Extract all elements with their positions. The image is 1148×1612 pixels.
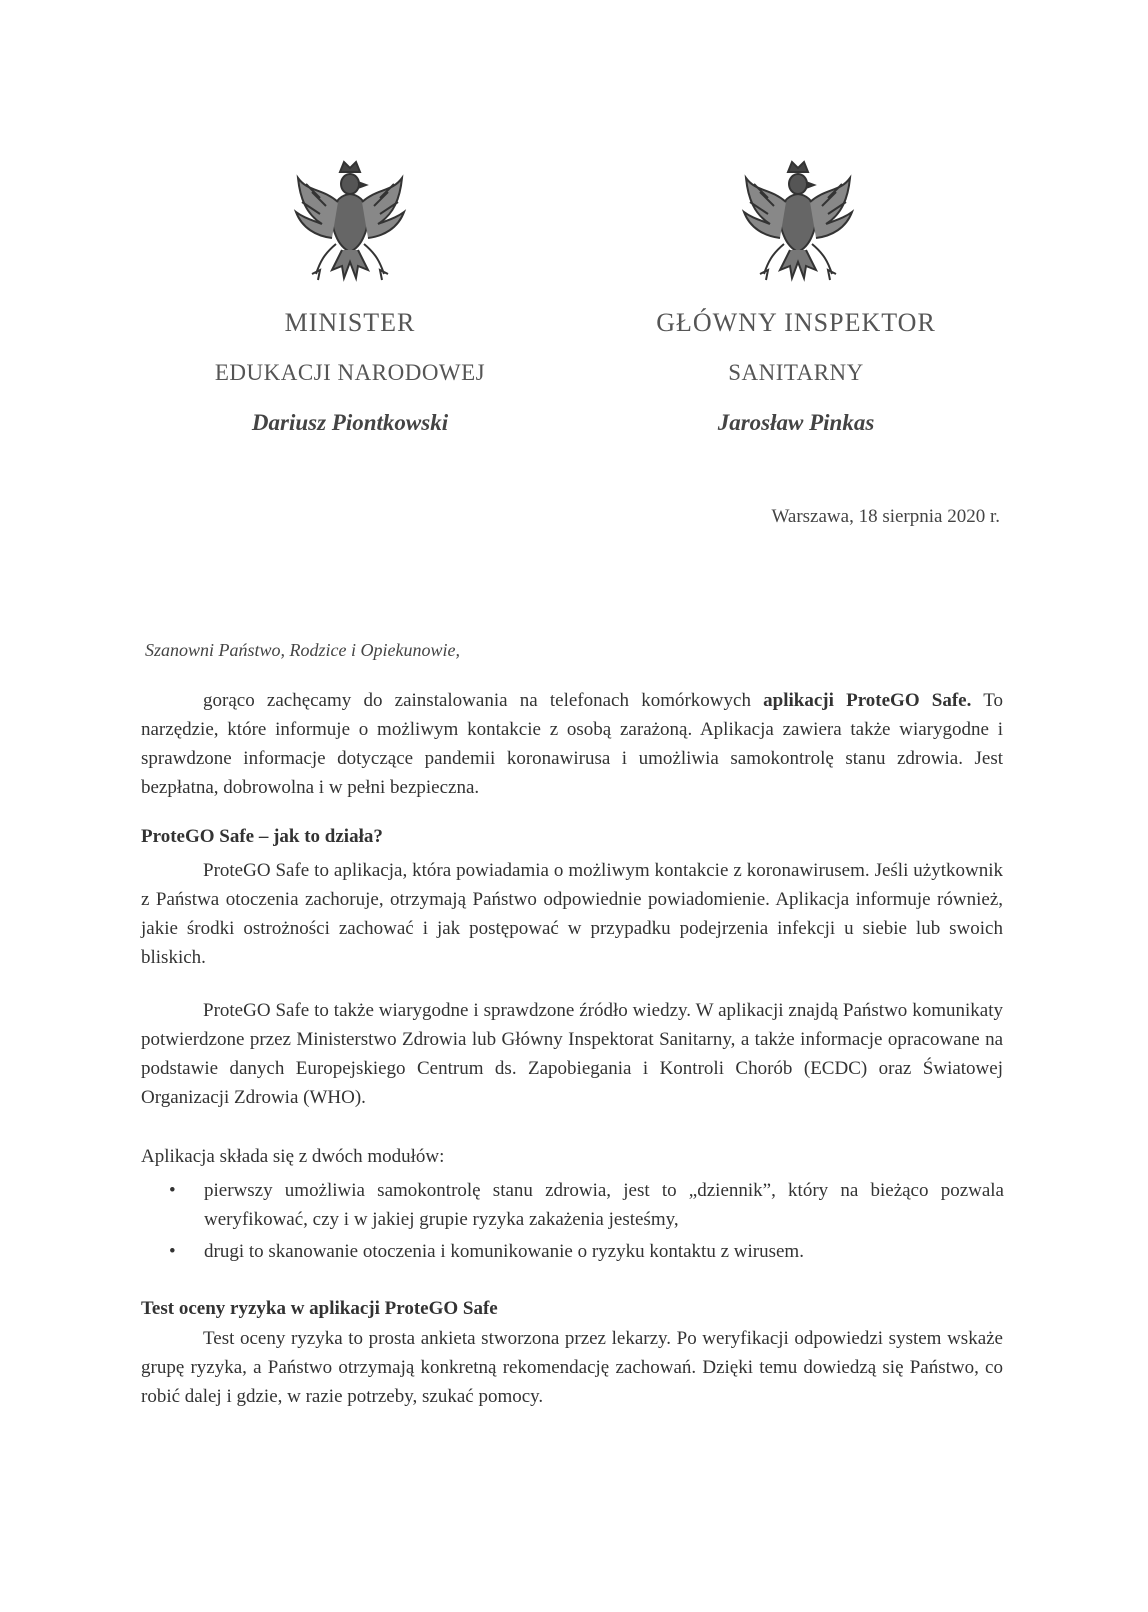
intro-paragraph [141, 686, 1003, 802]
list-item-text: pierwszy umożliwia samokontrolę stanu zdrowia, jest to „dziennik”, który na bieżąco pozwala weryfikować, czy i w jakiej grupie ryzyka zakażenia jesteśmy, [204, 1180, 1004, 1230]
section-heading: Test oceny ryzyka w aplikacji ProteGO Safe [141, 1298, 498, 1319]
modules-intro: Aplikacja składa się z dwóch modułów: [141, 1146, 445, 1167]
section-heading: ProteGO Safe – jak to działa? [141, 826, 383, 847]
polish-white-eagle-icon [292, 158, 408, 288]
office-subtitle: EDUKACJI NARODOWEJ [214, 360, 486, 385]
section1-paragraph1: ProteGO Safe to aplikacja, która powiadamia o możliwym kontakcie z koronawirusem. Jeśli użytkownik z Państwa otoczenia zachoruje, otrzymają Państwo odpowiednie powiadomienie. Aplikacja informuje również, jakie środki ostrożności zachować i jak postępować w przypadku podejrzenia infekcji u siebie lub swoich bliskich. [141, 860, 1003, 968]
letter-date: Warszawa, 18 sierpnia 2020 r. [771, 506, 1000, 527]
signatory-name: Dariusz Piontkowski [251, 410, 449, 435]
office-subtitle: SANITARNY [728, 360, 864, 385]
list-item [166, 1237, 1004, 1266]
signatory-name: Jarosław Pinkas [717, 410, 875, 435]
section2-paragraph: Test oceny ryzyka to prosta ankieta stworzona przez lekarzy. Po weryfikacji odpowiedzi system wskaże grupę ryzyka, a Państwo otrzymają konkretną rekomendację zachowań. Dzięki temu dowiedzą się Państwo, co robić dalej i gdzie, w razie potrzeby, szukać pomocy. [141, 1328, 1003, 1407]
polish-white-eagle-icon [740, 158, 856, 288]
list-item [166, 1176, 1004, 1234]
intro-text-after: To narzędzie, które informuje o możliwym kontakcie z osobą zarażoną. Aplikacja zawiera także wiarygodne i sprawdzone informacje dotyczące pandemii koronawirusa i umożliwia samokontrolę stanu zdrowia. Jest bezpłatna, dobrowolna i w pełni bezpieczna. [141, 690, 1004, 798]
list-item-text: drugi to skanowanie otoczenia i komunikowanie o ryzyku kontaktu z wirusem. [204, 1241, 804, 1262]
office-title: GŁÓWNY INSPEKTOR [656, 308, 936, 337]
bullet-icon: • [169, 1180, 176, 1201]
modules-list [166, 1176, 1004, 1266]
intro-app-name: aplikacji ProteGO Safe. [763, 690, 972, 711]
greeting: Szanowni Państwo, Rodzice i Opiekunowie, [145, 640, 460, 660]
section1-paragraph2: ProteGO Safe to także wiarygodne i sprawdzone źródło wiedzy. W aplikacji znajdą Państwo komunikaty potwierdzone przez Ministerstwo Zdrowia lub Główny Inspektorat Sanitarny, a także informacje opracowane na podstawie danych Europejskiego Centrum ds. Zapobiegania i Kontroli Chorób (ECDC) oraz Światowej Organizacji Zdrowia (WHO). [141, 1000, 1003, 1108]
bullet-icon: • [169, 1241, 176, 1262]
office-title: MINISTER [284, 308, 416, 337]
intro-text-before: gorąco zachęcamy do zainstalowania na telefonach komórkowych [203, 690, 764, 711]
